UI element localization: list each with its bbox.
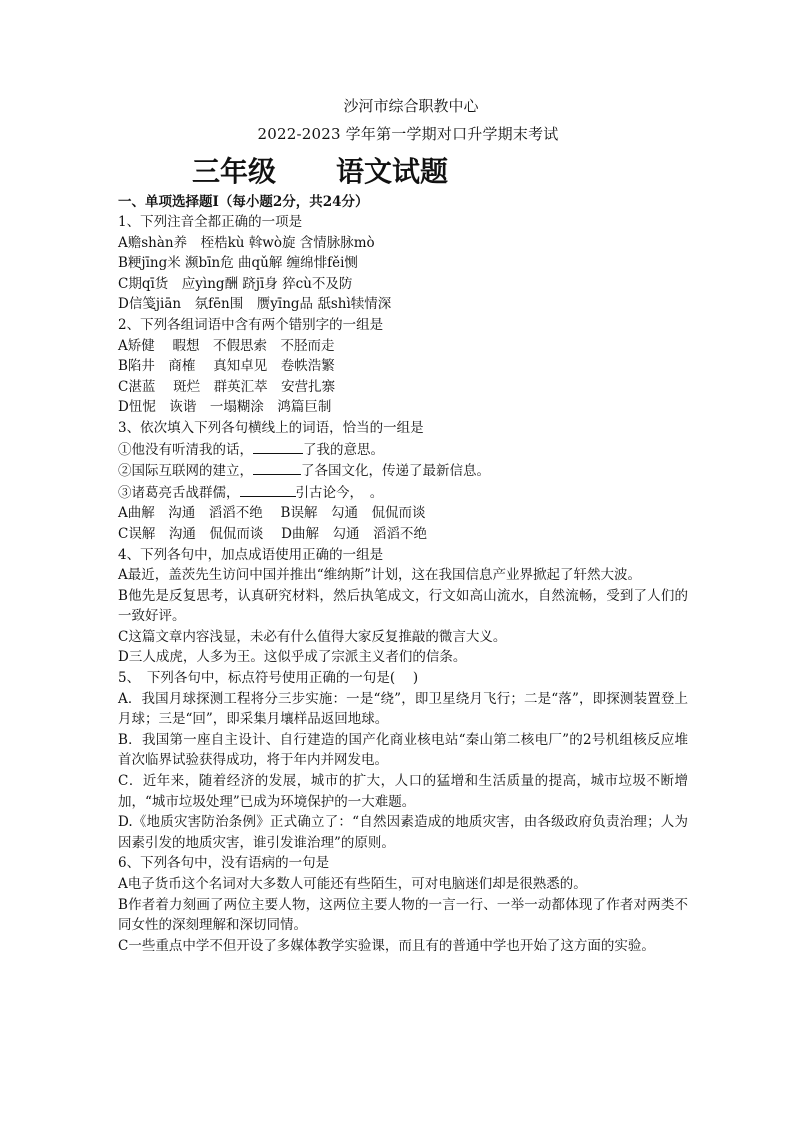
question-1-option-b: B粳jīng米 濒bīn危 曲qǔ解 缠绵悱fěi恻 [118,255,358,272]
sentence-2-before: ②国际互联网的建立， [118,463,253,480]
question-4-option-d: D三人成虎，人多为王。这似乎成了宗派主义者们的信条。 [118,649,467,666]
question-1-option-c: C期qī货 应yìng酬 跻jī身 猝cù不及防 [118,275,353,292]
question-4-option-a: A最近，盖茨先生访问中国并推出“维纳斯”计划，这在我国信息产业界掀起了轩然大波。 [118,567,642,584]
question-2-option-b: B陷井 商榷 真知卓见 卷帙浩繁 [118,358,335,375]
question-5-option-d: D.《地质灾害防治条例》正式确立了：“自然因素造成的地质灾害，由各级政府负责治理；人为因素引发的地质灾害，谁引发谁治理”的原则。 [118,814,688,851]
question-6-option-c: C一些重点中学不但开设了多媒体教学实验课，而且有的普通中学也开始了这方面的实验。 [118,937,655,954]
sentence-3-before: ③诸葛亮舌战群儒， [118,484,240,501]
paper-title [192,152,688,192]
exam-title: 2022-2023 学年第一学期对口升学期末考试 [257,125,559,143]
question-4-option-b: B他先是反复思考，认真研究材料，然后执笔成文，行文如高山流水，自然流畅，受到了人们的一致好评。 [118,587,688,625]
sentence-3-after: 引古论今， 。 [295,484,384,501]
grade-label: 三年级 [192,155,277,188]
sentence-1-before: ①他没有听清我的话， [118,441,253,458]
question-6-option-a: A电子货币这个名词对大多数人可能还有些陌生，可对电脑迷们却是很熟悉的。 [118,876,587,892]
question-1-option-d: D信笺jiān 氛fēn围 赝yīng品 舐shì犊情深 [118,296,392,313]
question-2-option-a: A矫健 暇想 不假思索 不胫而走 [118,337,335,354]
fill-blank-3 [240,482,296,497]
question-4-stem: 4、下列各句中，加点成语使用正确的一组是 [118,546,384,563]
question-3-stem: 3、依次填入下列各句横线上的词语，恰当的一组是 [118,419,424,436]
fill-blank-2 [253,460,301,475]
question-4-option-c: C这篇文章内容浅显，未必有什么值得大家反复推敲的微言大义。 [118,628,507,645]
question-3-sentence-3 [118,482,688,504]
fill-blank-1 [253,439,303,454]
question-1-option-a: A赡shàn养 桎梏kù 斡wò旋 含情脉脉mò [118,234,375,251]
question-3-options-cd: C误解 沟通 侃侃而谈 D曲解 勾通 滔滔不绝 [118,525,427,542]
question-6-option-b: B作者着力刻画了两位主要人物，这两位主要人物的一言一行、一举一动都体现了作者对两类不同女性的深刻理解和深切同情。 [118,896,688,934]
question-5-option-b: B．我国第一座自主设计、自行建造的国产化商业核电站“秦山第二核电厂”的2号机组核反应堆首次临界试验获得成功，将于年内并网发电。 [118,731,688,769]
question-3-options-ab: A曲解 沟通 滔滔不绝 B误解 勾通 侃侃而谈 [118,505,426,522]
question-5-option-c: C．近年来，随着经济的发展，城市的扩大，人口的猛增和生活质量的提高，城市垃圾不断增加，“城市垃圾处理”已成为环境保护的一大难题。 [118,773,688,810]
question-3-sentence-2 [118,460,688,482]
sentence-1-after: 了我的意思。 [303,441,384,458]
question-2-stem: 2、下列各组词语中含有两个错别字的一组是 [118,316,384,333]
exam-page [118,94,688,956]
question-1-stem: 1、下列注音全都正确的一项是 [118,214,303,230]
question-5-stem: 5、 下列各句中，标点符号使用正确的一句是( ) [118,670,419,687]
section-heading: 一、单项选择题Ⅰ（每小题2分，共24分） [118,194,369,210]
question-2-option-c: C湛蓝 斑烂 群英汇萃 安营扎寨 [118,378,336,395]
question-2-option-d: D忸怩 诙谐 一塌糊涂 鸿篇巨制 [118,399,332,416]
school-name: 沙河市综合职教中心 [343,97,479,115]
question-6-stem: 6、下列各句中，没有语病的一句是 [118,855,330,872]
question-3-sentence-1 [118,439,688,461]
subject-label: 语文试题 [336,155,449,188]
question-5-option-a: A．我国月球探测工程将分三步实施：一是“绕”，即卫星绕月飞行；二是“落”，即探测装置登上月球；三是“回”，即采集月壤样品返回地球。 [118,690,688,728]
sentence-2-after: 了各国文化，传递了最新信息。 [301,463,490,480]
